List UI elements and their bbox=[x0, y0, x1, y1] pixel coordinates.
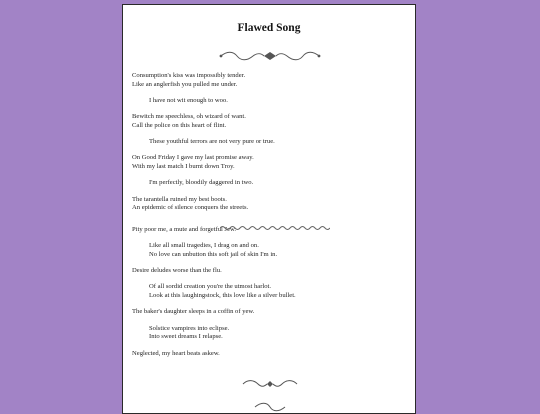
poem-part-two bbox=[132, 226, 412, 358]
ornamental-flourish-icon bbox=[217, 50, 323, 62]
poem-line: The baker's daughter sleeps in a coffin of yew. bbox=[132, 308, 255, 316]
poem-line: Of all sordid creation you're the utmost harlot. bbox=[149, 283, 272, 291]
poem-page bbox=[122, 4, 416, 414]
stanza bbox=[132, 308, 412, 317]
poem-line: With my last match I burnt down Troy. bbox=[132, 163, 235, 171]
poem-line: Desire deludes worse than the flu. bbox=[132, 267, 222, 275]
stanza bbox=[132, 72, 412, 90]
poem-line: Like an anglerfish you pulled me under. bbox=[132, 80, 238, 88]
stanza bbox=[132, 283, 412, 301]
stanza bbox=[132, 154, 412, 172]
poem-line: Pity poor me, a mute and forgetful Jew. bbox=[132, 226, 237, 234]
poem-line: The tarantella ruined my best boots. bbox=[132, 195, 227, 203]
stanza bbox=[132, 242, 412, 260]
poem-line: I have not wit enough to woo. bbox=[149, 96, 228, 104]
wavy-divider-icon bbox=[220, 225, 330, 231]
poem-line: On Good Friday I gave my last promise away. bbox=[132, 154, 254, 162]
stanza bbox=[132, 267, 412, 276]
stanza bbox=[132, 97, 412, 106]
ornamental-flourish-icon bbox=[240, 378, 300, 390]
poem-part-one bbox=[132, 72, 412, 213]
poem-line: Call the police on this heart of flint. bbox=[132, 121, 227, 129]
stanza bbox=[132, 325, 412, 343]
poem-line: I'm perfectly, bloodily daggered in two. bbox=[149, 179, 254, 187]
ornamental-flourish-icon bbox=[253, 402, 287, 412]
stanza bbox=[132, 138, 412, 147]
stanza bbox=[132, 113, 412, 131]
poem-line: These youthful terrors are not very pure or true. bbox=[149, 138, 275, 146]
poem-line: Bewitch me speechless, oh wizard of want. bbox=[132, 113, 246, 121]
poem-line: Neglected, my heart beats askew. bbox=[132, 349, 220, 357]
poem-line: Look at this laughingstock, this love like a silver bullet. bbox=[149, 292, 296, 300]
stanza bbox=[132, 196, 412, 214]
poem-line: An epidemic of silence conquers the streets. bbox=[132, 204, 249, 212]
poem-line: Into sweet dreams I relapse. bbox=[149, 333, 223, 341]
poem-line: Consumption's kiss was impossibly tender. bbox=[132, 72, 246, 79]
stanza bbox=[132, 350, 412, 359]
poem-line: Solstice vampires into eclipse. bbox=[149, 324, 230, 332]
poem-line: Like all small tragedies, I drag on and on. bbox=[149, 242, 259, 250]
poem-line: No love can unbutton this soft jail of skin I'm in. bbox=[149, 251, 278, 259]
stanza bbox=[132, 179, 412, 188]
poem-title: Flawed Song bbox=[237, 22, 301, 34]
poem-body bbox=[132, 72, 412, 366]
